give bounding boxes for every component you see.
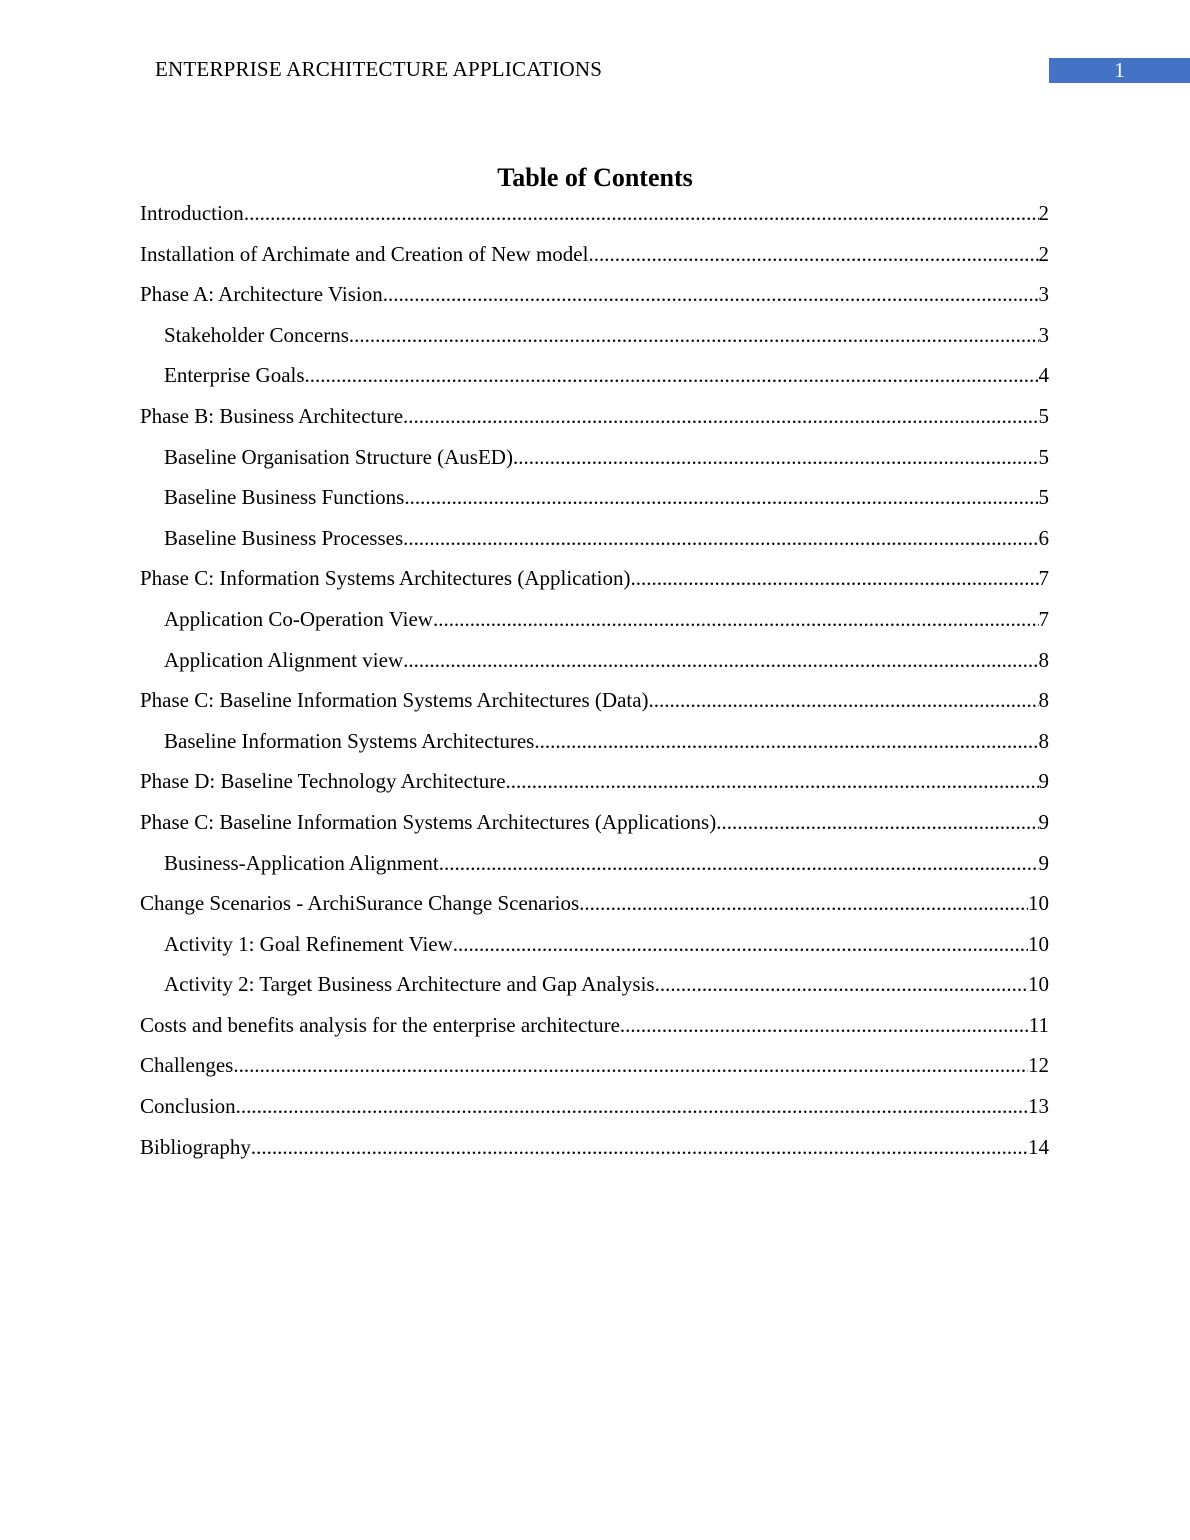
toc-entry-page-number: 14 <box>1028 1134 1049 1159</box>
toc-dot-leader <box>620 1010 1029 1040</box>
toc-entry-label: Business-Application Alignment <box>164 850 439 875</box>
toc-entry[interactable] <box>140 1132 1049 1173</box>
toc-entry[interactable] <box>140 239 1049 280</box>
toc-entry[interactable] <box>140 645 1049 686</box>
toc-dot-leader <box>716 807 1038 837</box>
toc-entry-label: Costs and benefits analysis for the enterprise architecture <box>140 1012 620 1037</box>
toc-entry-label: Baseline Business Functions <box>164 485 405 510</box>
toc-entry-page-number: 10 <box>1028 891 1049 916</box>
toc-entry-page-number: 10 <box>1028 972 1049 997</box>
toc-dot-leader <box>403 401 1038 431</box>
toc-dot-leader <box>655 969 1028 999</box>
toc-entry-page-number: 2 <box>1038 201 1049 225</box>
toc-entry-page-number: 3 <box>1038 282 1049 307</box>
toc-entry[interactable] <box>140 198 1049 239</box>
toc-dot-leader <box>506 766 1039 796</box>
toc-entry-page-number: 9 <box>1038 809 1049 834</box>
toc-entry-label: Activity 2: Target Business Architecture and Gap Analysis <box>164 972 655 997</box>
toc-dot-leader <box>349 320 1039 350</box>
toc-entry-label: Enterprise Goals <box>164 363 305 388</box>
toc-dot-leader <box>251 1132 1028 1162</box>
toc-entry-page-number: 5 <box>1038 403 1049 428</box>
toc-dot-leader <box>453 929 1028 959</box>
toc-entry-label: Phase C: Baseline Information Systems Architectures (Data) <box>140 688 649 713</box>
toc-entry-page-number: 5 <box>1038 444 1049 469</box>
toc-entry-label: Conclusion <box>140 1094 236 1119</box>
toc-entry-label: Phase B: Business Architecture <box>140 403 404 428</box>
toc-entry-page-number: 9 <box>1038 850 1049 875</box>
toc-dot-leader <box>513 442 1039 472</box>
toc-entry-label: Bibliography <box>140 1134 251 1159</box>
toc-dot-leader <box>649 685 1039 715</box>
toc-entry-page-number: 11 <box>1028 1012 1049 1037</box>
toc-entry-page-number: 13 <box>1028 1094 1049 1119</box>
toc-dot-leader <box>534 726 1038 756</box>
toc-entry-page-number: 7 <box>1038 606 1049 631</box>
toc-entry-label: Baseline Information Systems Architectures <box>164 728 535 753</box>
toc-entry-label: Phase C: Baseline Information Systems Architectures (Applications) <box>140 809 717 834</box>
toc-entry-page-number: 10 <box>1028 931 1049 956</box>
toc-entry[interactable] <box>140 807 1049 848</box>
toc-entry[interactable] <box>140 563 1049 604</box>
toc-entry[interactable] <box>140 1050 1049 1091</box>
toc-entry-page-number: 3 <box>1038 322 1049 347</box>
toc-dot-leader <box>236 1091 1028 1121</box>
toc-dot-leader <box>588 239 1038 269</box>
toc-entry[interactable] <box>140 442 1049 483</box>
toc-entry-label: Phase C: Information Systems Architectures (Application) <box>140 566 631 591</box>
toc-entry-page-number: 7 <box>1038 566 1049 591</box>
toc-entry-label: Application Alignment view <box>164 647 404 672</box>
toc-dot-leader <box>439 848 1039 878</box>
toc-dot-leader <box>305 360 1039 390</box>
toc-entry[interactable] <box>140 929 1049 970</box>
toc-entry[interactable] <box>140 279 1049 320</box>
toc-entry-label: Baseline Organisation Structure (AusED) <box>164 444 513 469</box>
toc-entry-label: Application Co-Operation View <box>164 606 433 631</box>
toc-entry-label: Phase D: Baseline Technology Architecture <box>140 769 506 794</box>
toc-entry[interactable] <box>140 969 1049 1010</box>
toc-dot-leader <box>403 645 1038 675</box>
toc-entry-page-number: 8 <box>1038 688 1049 713</box>
toc-heading: Table of Contents <box>497 163 693 192</box>
toc-entry[interactable] <box>140 888 1049 929</box>
toc-entry-label: Baseline Business Processes <box>164 525 404 550</box>
toc-entry-page-number: 4 <box>1038 363 1049 388</box>
toc-dot-leader <box>433 604 1039 634</box>
toc-dot-leader <box>631 563 1039 593</box>
toc-dot-leader <box>244 198 1039 228</box>
running-header-title: ENTERPRISE ARCHITECTURE APPLICATIONS <box>155 57 603 81</box>
toc-entry[interactable] <box>140 726 1049 767</box>
toc-dot-leader <box>404 482 1038 512</box>
toc-entry[interactable] <box>140 320 1049 361</box>
toc-entry[interactable] <box>140 1010 1049 1051</box>
toc-entry-page-number: 5 <box>1038 485 1049 510</box>
toc-entry-page-number: 6 <box>1038 525 1049 550</box>
toc-entry[interactable] <box>140 482 1049 523</box>
toc-entry-label: Challenges <box>140 1053 234 1078</box>
toc-entry-page-number: 8 <box>1038 647 1049 672</box>
toc-entry[interactable] <box>140 360 1049 401</box>
toc-entry-label: Introduction <box>140 201 244 225</box>
toc-entry-page-number: 9 <box>1038 769 1049 794</box>
toc-entry-page-number: 12 <box>1028 1053 1049 1078</box>
toc-entry[interactable] <box>140 523 1049 564</box>
toc-entry-label: Phase A: Architecture Vision <box>140 282 383 307</box>
toc-entry-label: Change Scenarios - ArchiSurance Change Scenarios <box>140 891 580 916</box>
toc-entry-label: Stakeholder Concerns <box>164 322 349 347</box>
toc-entry[interactable] <box>140 1091 1049 1132</box>
toc-dot-leader <box>403 523 1038 553</box>
toc-entry-page-number: 2 <box>1038 241 1049 266</box>
toc-entry[interactable] <box>140 604 1049 645</box>
toc-entry-label: Activity 1: Goal Refinement View <box>164 931 453 956</box>
toc-entry[interactable] <box>140 766 1049 807</box>
toc-entry[interactable] <box>140 685 1049 726</box>
toc-entry-label: Installation of Archimate and Creation of New model <box>140 241 589 266</box>
toc-entry[interactable] <box>140 848 1049 889</box>
toc-dot-leader <box>383 279 1039 309</box>
toc-dot-leader <box>233 1050 1028 1080</box>
toc-entry[interactable] <box>140 401 1049 442</box>
table-of-contents <box>140 198 1049 1172</box>
page-number-badge: 1 <box>1049 58 1190 83</box>
toc-entry-page-number: 8 <box>1038 728 1049 753</box>
toc-dot-leader <box>579 888 1028 918</box>
